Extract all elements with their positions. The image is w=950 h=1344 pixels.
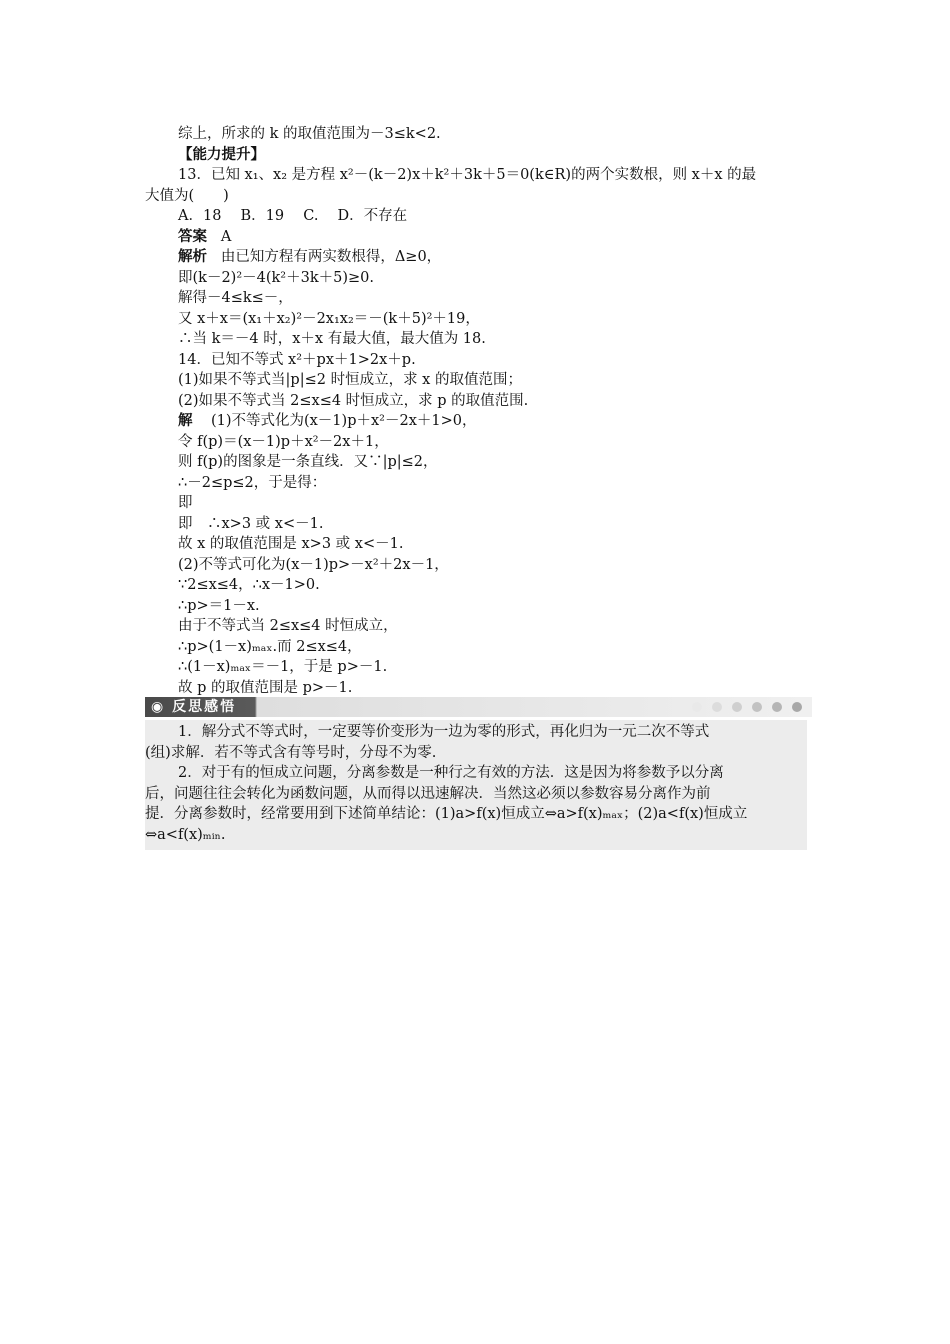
solution-step-3: ∴－2≤p≤2，于是得：: [178, 474, 327, 491]
banner-dots: [692, 702, 802, 712]
answer-label: 答案: [178, 227, 207, 245]
analysis-line: [145, 247, 807, 268]
solution-step-11: ∴p>(1－x)ₘₐₓ.而 2≤x≤4，: [178, 638, 362, 655]
solution-text-block: [145, 124, 807, 698]
section-heading: 【能力提升】: [178, 145, 265, 163]
question-13-line-2: 大值为( ): [145, 187, 229, 204]
banner-dot: [772, 702, 782, 712]
reflection-p2-line-3: 提．分离参数时，经常要用到下述简单结论：(1)a>f(x)恒成立⇔a>f(x)ₘₐₓ；(2)a<f(x)恒成立: [145, 806, 748, 822]
answer-line: [145, 227, 807, 248]
reflection-banner-title: ◉ 反思感悟: [151, 699, 237, 715]
analysis-label: 解析: [178, 248, 207, 265]
solution-label: 解: [178, 412, 193, 429]
banner-dot: [732, 702, 742, 712]
analysis-step-1: 即(k－2)²－4(k²＋3k＋5)≥0.: [178, 269, 374, 286]
reflection-banner: [145, 697, 812, 717]
solution-text: (1)不等式化为(x－1)p＋x²－2x＋1>0，: [210, 413, 477, 429]
banner-dot: [752, 702, 762, 712]
solution-step-6: 故 x 的取值范围是 x>3 或 x<－1.: [178, 536, 404, 552]
reflection-p2-line-1: 2．对于有的恒成立问题，分离参数是一种行之有效的方法．这是因为将参数予以分离: [178, 765, 724, 781]
reflection-box: [145, 720, 807, 850]
banner-dot: [692, 702, 702, 712]
analysis-step-2: 解得－4≤k≤－，: [178, 290, 293, 306]
analysis-step-3: 又 x＋x＝(x₁＋x₂)²－2x₁x₂＝－(k＋5)²＋19，: [178, 310, 480, 327]
answer-value: A: [220, 228, 232, 245]
solution-step-5: 即 ∴x>3 或 x<－1.: [178, 515, 324, 532]
solution-line: [145, 411, 807, 432]
banner-dot: [712, 702, 722, 712]
question-14: 14．已知不等式 x²＋px＋1>2x＋p.: [178, 351, 416, 368]
solution-step-4: 即: [178, 495, 193, 511]
solution-step-12: ∴(1－x)ₘₐₓ＝－1，于是 p>－1.: [178, 659, 388, 675]
analysis-text: 由已知方程有两实数根得，Δ≥0，: [220, 249, 442, 265]
summary-line: 综上，所求的 k 的取值范围为－3≤k<2.: [178, 126, 441, 142]
solution-step-9: ∴p>＝1－x.: [178, 597, 260, 614]
solution-step-1: 令 f(p)＝(x－1)p＋x²－2x＋1，: [178, 433, 389, 450]
question-14-part-1: (1)如果不等式当|p|≤2 时恒成立，求 x 的取值范围；: [178, 372, 522, 388]
reflection-p2-line-4: ⇔a<f(x)ₘᵢₙ.: [145, 826, 226, 843]
reflection-p1-line-1: 1．解分式不等式时，一定要等价变形为一边为零的形式，再化归为一元二次不等式: [178, 724, 710, 740]
question-14-part-2: (2)如果不等式当 2≤x≤4 时恒成立，求 p 的取值范围.: [178, 392, 529, 409]
question-13-options: A．18 B．19 C. D．不存在: [178, 208, 408, 224]
solution-step-8: ∵2≤x≤4，∴x－1>0.: [178, 577, 320, 593]
reflection-p2-line-2: 后，问题往往会转化为函数问题，从而得以迅速解决．当然这必须以参数容易分离作为前: [145, 785, 711, 802]
analysis-step-4: ∴当 k＝－4 时，x＋x 有最大值，最大值为 18.: [178, 331, 486, 347]
reflection-p1-line-2: (组)求解．若不等式含有等号时，分母不为零.: [145, 744, 437, 761]
solution-step-10: 由于不等式当 2≤x≤4 时恒成立，: [178, 618, 398, 634]
question-13-line-1: 13．已知 x₁、x₂ 是方程 x²－(k－2)x＋k²＋3k＋5＝0(k∈R)的两个实数根，则 x＋x 的最: [178, 167, 757, 183]
solution-step-13: 故 p 的取值范围是 p>－1.: [178, 679, 353, 696]
solution-step-2: 则 f(p)的图象是一条直线．又∵|p|≤2，: [178, 454, 438, 470]
solution-step-7: (2)不等式可化为(x－1)p>－x²＋2x－1，: [178, 556, 449, 573]
banner-dot: [792, 702, 802, 712]
